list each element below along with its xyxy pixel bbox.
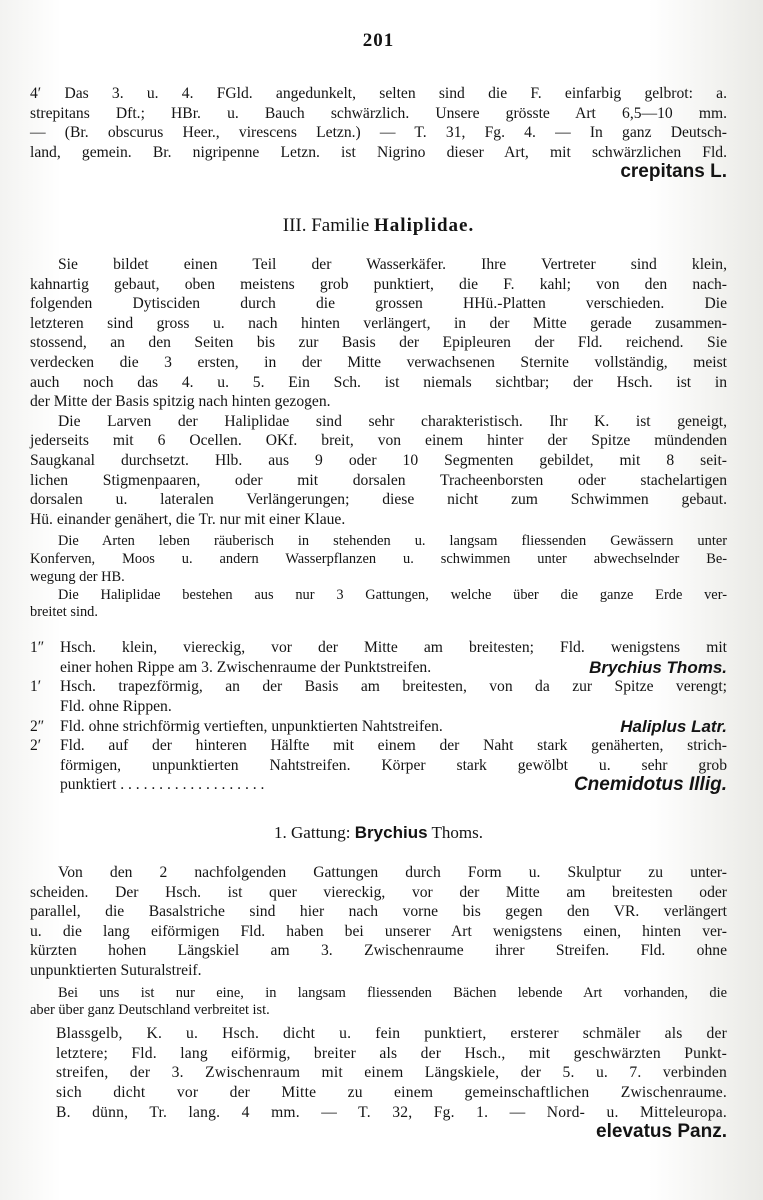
text-line: land, gemein. Br. nigripenne Letzn. ist Nigrino dieser Art, mit schwärzlichen Fld. [30,143,727,161]
genus-name: Cnemidotus Illig. [573,774,727,796]
species-description [30,1024,727,1143]
text-line: Sie bildet einen Teil der Wasserkäfer. Ihre Vertreter sind klein, [58,255,727,273]
text-line [60,717,727,737]
text-line: Blassgelb, K. u. Hsch. dicht u. fein punktiert, ersterer schmäler als der [56,1025,727,1043]
text-line: dorsalen u. lateralen Verlängerungen; diese nicht zum Schwimmen gebaut. [30,491,727,509]
genus-key [30,638,727,795]
text-line: scheiden. Der Hsch. ist quer viereckig, vor der Mitte am breitesten oder [30,883,727,901]
page-number: 201 [362,30,395,51]
species-name: elevatus Panz. [596,1121,727,1143]
text-line: Hü. einander genähert, die Tr. nur mit einer Klaue. [30,510,346,528]
text-line: strepitans Dft.; HBr. u. Bauch schwärzlich. Unsere grösste Art 6,5—10 mm. [30,104,727,122]
genus-paragraph [30,863,727,981]
key-number: 2″ [30,717,45,735]
key-number: 1′ [30,678,42,696]
text-line: sich dicht vor der Mitte zu einem gemeinschaftlichen Zwischenraume. [56,1083,727,1101]
genus-name: Brychius Thoms. [589,657,727,677]
habitat-paragraph [30,533,727,622]
text-line: Fld. ohne Rippen. [60,698,172,716]
key-text: punktiert . . . . . . . . . . . . . . . . . . . [60,776,265,794]
genus-heading-name: Brychius [354,823,428,843]
family-heading-prefix: III. Familie [282,214,370,236]
text-line: folgenden Dytisciden durch die grossen HHü.-Platten verschieden. Die [30,295,727,313]
text-line: Hsch. trapezförmig, an der Basis am breitesten, von da zur Spitze verengt; [60,678,727,696]
text-line: Die Larven der Haliplidae sind sehr charakteristisch. Ihr K. ist geneigt, [58,412,727,430]
key-entry [30,736,727,795]
text-line: letzteren sind gross u. nach hinten verlängert, in der Mitte gerade zusammen- [30,314,727,332]
family-paragraph [30,255,727,412]
text-line: jederseits mit 6 Ocellen. OKf. breit, von einem hinter der Spitze mündenden [30,432,727,450]
text-line: förmigen, unpunktierten Nahtstreifen. Körper stark gewölbt u. sehr grob [60,756,727,774]
text-line: Bei uns ist nur eine, in langsam fliessenden Bächen lebende Art vorhanden, die [58,984,727,1001]
text-line: parallel, die Basalstriche sind hier nach vorne bis gegen den VR. verlängert [30,903,727,921]
larvae-paragraph [30,412,727,530]
text-line: aber über ganz Deutschland verbreitet ist. [30,1002,270,1019]
text-line: breitet sind. [30,604,98,621]
species-name: crepitans L. [620,161,727,183]
text-line: streifen, der 3. Zwischenraum mit einem Längskiele, der 5. u. 7. verbinden [56,1064,727,1082]
text-line: unpunktierten Suturalstreif. [30,961,202,979]
genus-name: Haliplus Latr. [620,716,727,736]
text-line: Die Haliplidae bestehen aus nur 3 Gattungen, welche über die ganze Erde ver- [58,586,727,603]
text-line: Hsch. klein, viereckig, vor der Mitte am breitesten; Fld. wenigstens mit [60,639,727,657]
text-line: Die Arten leben räuberisch in stehenden u. langsam fliessenden Gewässern unter [58,533,727,550]
text-line: der Mitte der Basis spitzig nach hinten gezogen. [30,393,331,411]
key-text: Fld. ohne strichförmig vertieften, unpunktierten Nahtstreifen. [60,717,443,735]
text-line: letztere; Fld. lang eiförmig, breiter als der Hsch., mit geschwärzten Punkt- [56,1044,727,1062]
text-line: Saugkanal durchsetzt. Hlb. aus 9 oder 10 Segmenten gebildet, mit 8 seit- [30,451,727,469]
text-line: Konferven, Moos u. andern Wasserpflanzen u. schwimmen unter abwechselnder Be- [30,551,727,568]
text-line [60,775,727,795]
text-line: u. die lang eiförmigen Fld. haben bei unserer Art wenigstens einen, hinten ver- [30,922,727,940]
key-number: 2′ [30,737,42,755]
key-entry [30,677,727,716]
text-line: verdecken die 3 ersten, in der Mitte verwachsenen Sternite vollständig, meist [30,353,727,371]
family-heading [30,215,727,237]
text-line: kürzten hohen Längskiel am 3. Zwischenraume ihrer Streifen. Fld. ohne [30,942,727,960]
genus-note [30,985,727,1021]
key-entry [30,638,727,677]
text-line: stossend, an den Seiten bis zur Basis der Epipleuren der Fld. reichend. Sie [30,334,727,352]
genus-heading-prefix: 1. Gattung: [274,823,351,843]
key-number: 1″ [30,639,45,657]
text-line [60,658,727,678]
genus-heading-author: Thoms. [431,823,483,843]
family-heading-name: Haliplidae. [374,214,475,236]
key-text: einer hohen Rippe am 3. Zwischenraume der Punktstreifen. [60,658,432,676]
text-line: wegung der HB. [30,568,125,585]
top-entry [30,84,727,183]
text-line: kahnartig gebaut, oben meistens grob punktiert, die F. kahl; von den nach- [30,275,727,293]
genus-heading [30,823,727,843]
text-line: auch noch das 4. u. 5. Ein Sch. ist niemals sichtbar; der Hsch. ist in [30,373,727,391]
text-line: lichen Stigmenpaaren, oder mit dorsalen Tracheenborsten oder stachelartigen [30,471,727,489]
key-entry [30,717,727,737]
text-line: Von den 2 nachfolgenden Gattungen durch Form u. Skulptur zu unter- [58,864,727,882]
text-line: B. dünn, Tr. lang. 4 mm. — T. 32, Fg. 1. — Nord- u. Mitteleuropa. [56,1103,727,1121]
text-line: 4′ Das 3. u. 4. FGld. angedunkelt, selten sind die F. einfarbig gelbrot: a. [30,85,727,102]
text-line: — (Br. obscurus Heer., virescens Letzn.) — T. 31, Fg. 4. — In ganz Deutsch- [30,124,727,142]
text-line: Fld. auf der hinteren Hälfte mit einem der Naht stark genäherten, strich- [60,737,727,755]
